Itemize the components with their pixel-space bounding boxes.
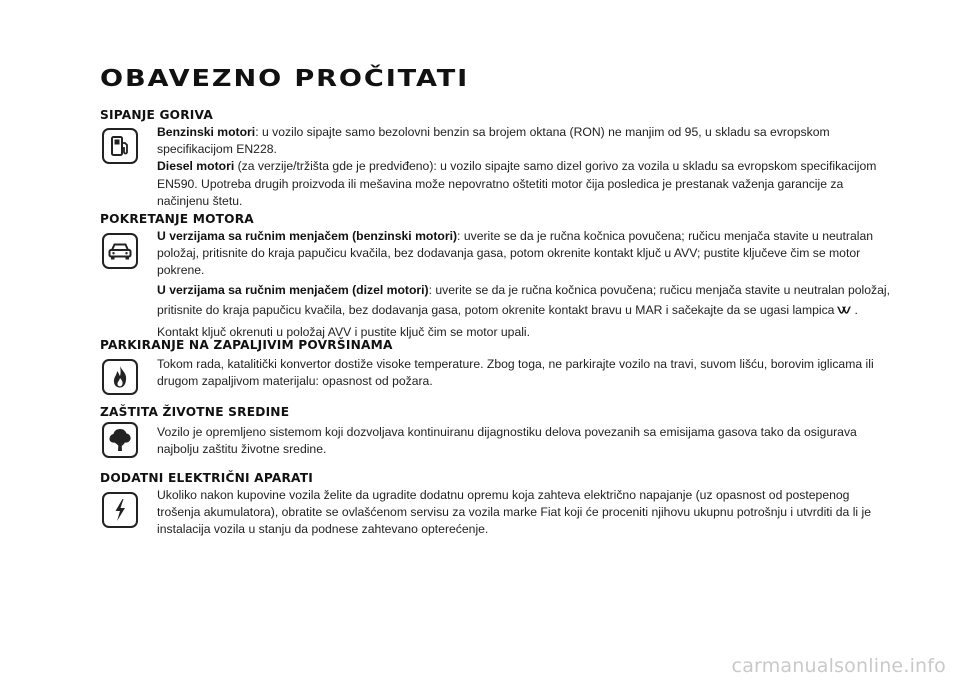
lightning-icon [102, 492, 138, 528]
section-heading-parking: PARKIRANJE NA ZAPALJIVIM POVRŠINAMA [100, 338, 393, 352]
paragraph-text: : u vozilo sipajte samo bezolovni benzin sa brojem oktana (RON) ne manjim od 95, u skladu sa evropskom specifikacijom EN228. [157, 125, 830, 157]
section-heading-electrical: DODATNI ELEKTRIČNI APARATI [100, 471, 313, 485]
glow-plug-lamp-icon [836, 301, 852, 322]
section-heading-environment: ZAŠTITA ŽIVOTNE SREDINE [100, 405, 290, 419]
paragraph-text: : uverite se da je ručna kočnica povučena; ručicu menjača stavite u neutralan položaj, pritisnite do kraja papučicu kvačila, bez dodavanja gasa, potom okrenite kontakt bravu u MAR i sačekajte da se ugasi lampica [157, 282, 890, 318]
paragraph-text: (za verzije/tržišta gde je predviđeno): u vozilo sipajte samo dizel gorivo za vozila u skladu sa evropskom specifikacijom EN590. Upotreba drugih proizvoda ili mešavina može nepovratno oštetiti motor čija posledica je prestanak važenja garancije za načinjenu štetu. [157, 159, 877, 208]
section-environment [100, 404, 900, 457]
section-body-parking [157, 356, 893, 390]
paragraph [157, 124, 893, 158]
paragraph-text-after: . Kontakt ključ okrenuti u položaj AVV i pustite ključ čim se motor upali. [157, 303, 858, 339]
section-parking [100, 337, 900, 389]
page-title: OBAVEZNO PROČITATI [100, 66, 470, 92]
paragraph-text: Ukoliko nakon kupovine vozila želite da ugradite dodatnu opremu koja zahteva električno napajanje (uz opasnost od postepenog trošenja akumulatora), obratite se ovlašćenom servisu za vozila marke Fiat koji će proceniti njihovu ukupnu potrošnju i utvrditi da li je instalacija vozila u stanju da podnese zahtevano opterećenje. [157, 488, 871, 537]
paragraph [157, 228, 893, 280]
section-body-environment [157, 424, 893, 458]
paragraph-text: Tokom rada, katalitički konvertor dostiže visoke temperature. Zbog toga, ne parkirajte vozilo na travi, suvom lišću, borovim iglicama ili drugom zapaljivom materijalu: opasnost od požara. [157, 357, 874, 389]
term: Benzinski motori [157, 125, 256, 139]
term: U verzijama sa ručnim menjačem (benzinski motori) [157, 229, 458, 243]
section-heading-engine-start: POKRETANJE MOTORA [100, 212, 254, 226]
fuel-pump-icon [102, 128, 138, 164]
paragraph [157, 487, 893, 539]
paragraph [157, 158, 893, 210]
section-body-electrical [157, 487, 893, 539]
section-body-fuel [157, 124, 893, 210]
flame-icon [102, 359, 138, 395]
section-heading-fuel: SIPANJE GORIVA [100, 108, 213, 122]
watermark: carmanualsonline.info [731, 655, 946, 677]
paragraph [157, 356, 893, 390]
paragraph-text: : uverite se da je ručna kočnica povučena; ručicu menjača stavite u neutralan položaj, pritisnite do kraja papučicu kvačila, bez dodavanja gasa, potom okrenite kontakt ključ u AVV; pustite ključeve čim se motor pokrene. [157, 229, 874, 278]
paragraph [157, 424, 893, 458]
section-engine-start [100, 211, 900, 339]
paragraph [157, 280, 893, 343]
car-icon [102, 233, 138, 269]
section-body-engine-start [157, 228, 893, 342]
section-electrical [100, 470, 900, 537]
paragraph-text: Vozilo je opremljeno sistemom koji dozvoljava kontinuiranu dijagnostiku delova povezanih sa emisijama gasova tako da osigurava najbolju zaštitu životne sredine. [157, 425, 857, 457]
section-fuel [100, 107, 900, 208]
tree-icon [102, 422, 138, 458]
term: Diesel motori [157, 159, 235, 174]
term: U verzijama sa ručnim menjačem (dizel motori) [157, 282, 429, 297]
